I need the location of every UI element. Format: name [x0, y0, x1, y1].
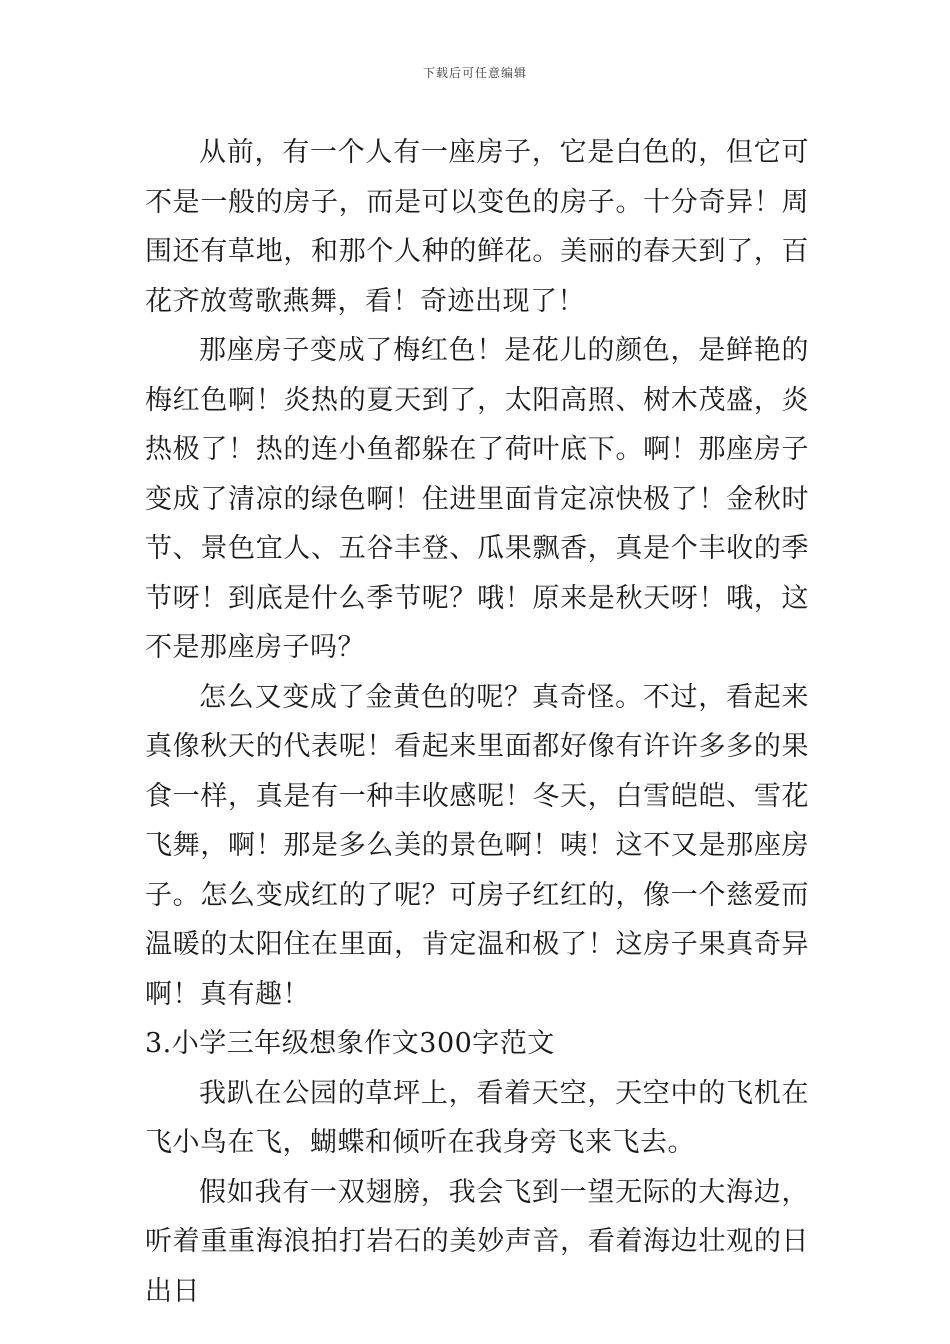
paragraph-1: 从前，有一个人有一座房子，它是白色的，但它可不是一般的房子，而是可以变色的房子。十分奇异！周围还有草地，和那个人种的鲜花。美丽的春天到了，百花齐放莺歌燕舞，看！奇迹出现了！	[145, 137, 809, 317]
section-paragraph-1: 我趴在公园的草坪上，看着天空，天空中的飞机在飞小鸟在飞，蝴蝶和倾听在我身旁飞来飞去。	[145, 1077, 809, 1158]
paragraph-2: 那座房子变成了梅红色！是花儿的颜色，是鲜艳的梅红色啊！炎热的夏天到了，太阳高照、树木茂盛，炎热极了！热的连小鱼都躲在了荷叶底下。啊！那座房子变成了清凉的绿色啊！住进里面肯定凉快极了！金秋时节、景色宜人、五谷丰登、瓜果飘香，真是个丰收的季节呀！到底是什么季节呢？哦！原来是秋天呀！哦，这不是那座房子吗？	[145, 335, 809, 663]
paragraph-3: 怎么又变成了金黄色的呢？真奇怪。不过，看起来真像秋天的代表呢！看起来里面都好像有许许多多的果食一样，真是有一种丰收感呢！冬天，白雪皑皑、雪花飞舞，啊！那是多么美的景色啊！咦！这不又是那座房子。怎么变成红的了呢？可房子红红的，像一个慈爱而温暖的太阳住在里面，肯定温和极了！这房子果真奇异啊！真有趣！	[145, 681, 809, 1010]
section-heading: 3.小学三年级想象作文300字范文	[145, 1028, 555, 1059]
document-body	[145, 128, 809, 1316]
section-paragraph-2: 假如我有一双翅膀，我会飞到一望无际的大海边，听着重重海浪拍打岩石的美妙声音，看着海边壮观的日出日	[145, 1176, 809, 1307]
page-header: 下载后可任意编辑	[422, 66, 527, 80]
